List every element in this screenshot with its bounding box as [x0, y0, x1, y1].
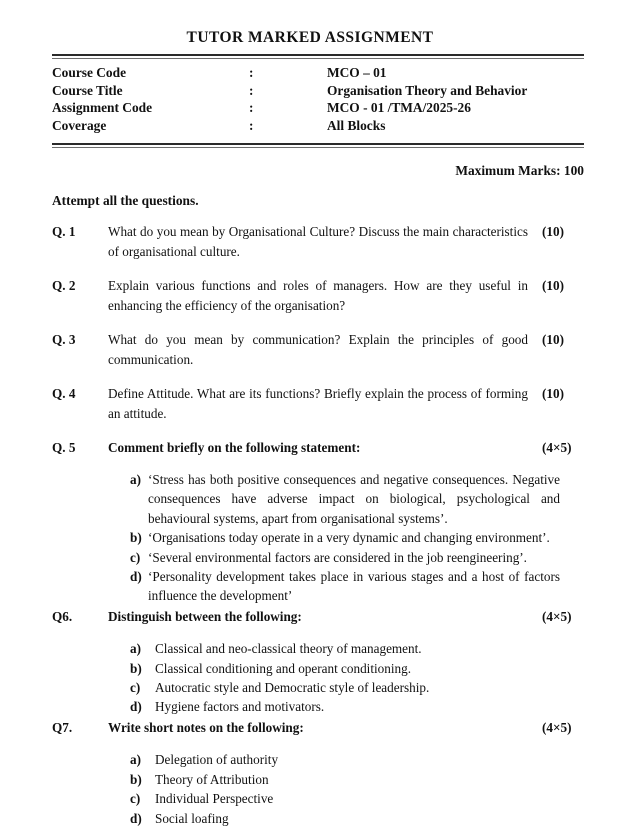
list-item [130, 639, 560, 658]
meta-value: All Blocks [327, 117, 386, 133]
subitem-letter: d) [130, 568, 142, 584]
table-row [52, 59, 584, 82]
subitem-letter: a) [130, 752, 141, 768]
meta-value: MCO – 01 [327, 65, 387, 80]
instruction-text: Attempt all the questions. [52, 193, 199, 209]
question-text: What do you mean by Organisational Culture? Discuss the main characteristics of organisational culture. [108, 224, 528, 259]
subitem-text: Delegation of authority [155, 752, 279, 768]
subitem-letter: a) [130, 471, 141, 487]
question-list [0, 222, 624, 828]
question-number: Q. 2 [52, 278, 76, 294]
subitem-text: Autocratic style and Democratic style of leadership. [155, 680, 430, 696]
subitem-text: Theory of Attribution [155, 771, 269, 787]
question-text: Comment briefly on the following statement: [108, 440, 361, 456]
table-row [52, 99, 584, 117]
subitem-text: Social loafing [155, 810, 229, 826]
subquestion-list [130, 470, 560, 606]
question-number: Q. 5 [52, 440, 76, 456]
list-item [130, 548, 560, 567]
meta-colon: : [249, 117, 254, 133]
question-item [52, 276, 584, 315]
question-text: Explain various functions and roles of managers. How are they useful in enhancing the efficiency of the organisation? [108, 278, 528, 313]
subitem-text: Hygiene factors and motivators. [155, 699, 325, 715]
list-item [130, 750, 560, 769]
question-number: Q. 4 [52, 386, 76, 402]
subquestion-list [130, 639, 560, 717]
table-row [52, 82, 584, 100]
meta-label: Course Code [52, 65, 127, 80]
subitem-letter: c) [130, 791, 141, 807]
question-marks: (10) [542, 278, 564, 294]
question-number: Q7. [52, 719, 73, 735]
question-number: Q. 1 [52, 224, 76, 240]
question-item [52, 718, 584, 738]
list-item [130, 528, 560, 547]
list-item [130, 678, 560, 697]
meta-colon: : [249, 65, 254, 80]
subitem-text: ‘Stress has both positive consequences and negative consequences. Negative consequences have adverse impact on biological, psychological and behavioural systems, apart from organisational systems’. [148, 471, 560, 526]
subitem-letter: c) [130, 549, 141, 565]
question-number: Q. 3 [52, 332, 76, 348]
list-item [130, 697, 560, 716]
subitem-text: ‘Personality development takes place in various stages and a host of factors influence the development’ [148, 568, 560, 604]
subitem-text: Classical conditioning and operant conditioning. [155, 660, 412, 676]
question-marks: (10) [542, 224, 564, 240]
question-item [52, 222, 584, 261]
question-number: Q6. [52, 608, 73, 624]
maximum-marks: Maximum Marks: 100 [455, 163, 584, 179]
meta-label: Assignment Code [52, 100, 153, 116]
meta-colon: : [249, 100, 254, 116]
meta-value: Organisation Theory and Behavior [327, 82, 528, 98]
question-item [52, 330, 584, 369]
list-item [130, 770, 560, 789]
subitem-letter: d) [130, 699, 142, 715]
subitem-letter: a) [130, 641, 141, 657]
question-item [52, 607, 584, 627]
question-marks: (4×5) [542, 719, 572, 735]
question-text: Define Attitude. What are its functions? Briefly explain the process of forming an attitude. [108, 386, 528, 421]
question-item [52, 438, 584, 458]
question-marks: (4×5) [542, 440, 572, 456]
subitem-letter: c) [130, 680, 141, 696]
subitem-letter: b) [130, 660, 142, 676]
question-text: Write short notes on the following: [108, 719, 304, 735]
meta-label: Course Title [52, 82, 123, 98]
page-title: TUTOR MARKED ASSIGNMENT [186, 29, 434, 46]
list-item [130, 809, 560, 828]
subitem-letter: d) [130, 810, 142, 826]
meta-colon: : [249, 82, 254, 98]
subitem-letter: b) [130, 530, 142, 546]
subitem-text: ‘Organisations today operate in a very dynamic and changing environment’. [148, 530, 550, 546]
meta-value: MCO - 01 /TMA/2025-26 [327, 100, 471, 116]
subitem-letter: b) [130, 771, 142, 787]
question-text: What do you mean by communication? Explain the principles of good communication. [108, 332, 528, 367]
subitem-text: ‘Several environmental factors are considered in the job reengineering’. [148, 549, 527, 565]
list-item [130, 470, 560, 528]
question-text: Distinguish between the following: [108, 608, 302, 624]
subquestion-list [130, 750, 560, 828]
subitem-text: Individual Perspective [155, 791, 274, 807]
subitem-text: Classical and neo-classical theory of management. [155, 641, 422, 657]
list-item [130, 567, 560, 606]
question-marks: (10) [542, 386, 564, 402]
question-marks: (4×5) [542, 608, 572, 624]
question-marks: (10) [542, 332, 564, 348]
question-item [52, 384, 584, 423]
course-info-table [52, 59, 584, 139]
meta-label: Coverage [52, 117, 107, 133]
table-row [52, 117, 584, 140]
list-item [130, 659, 560, 678]
list-item [130, 789, 560, 808]
